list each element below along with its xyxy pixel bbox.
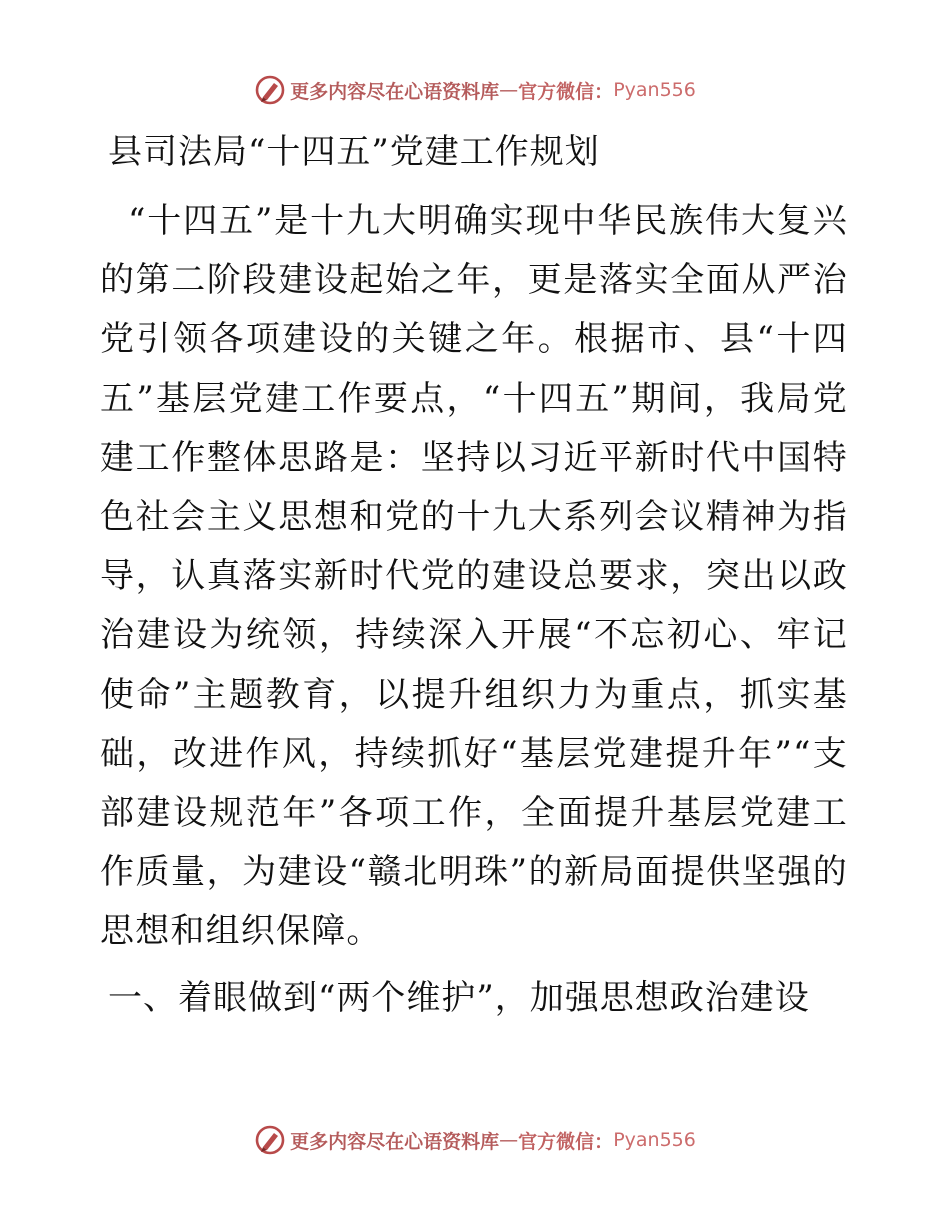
- document-title: 县司法局“十四五”党建工作规划: [108, 132, 600, 172]
- watermark-wechat-label: 官方微信：: [518, 80, 614, 103]
- watermark-main-text: 更多内容尽在心语资料库: [290, 80, 500, 103]
- footer-watermark: [0, 1124, 950, 1156]
- pen-logo-icon: [254, 1124, 286, 1156]
- watermark-main-text: 更多内容尽在心语资料库: [290, 1130, 500, 1153]
- header-watermark: [0, 74, 950, 106]
- section-heading-1: 一、着眼做到“两个维护”，加强思想政治建设: [108, 978, 810, 1018]
- watermark-dash: —: [499, 79, 519, 101]
- watermark-wechat-id: Pyan556: [613, 1129, 696, 1151]
- watermark-dash: —: [499, 1129, 519, 1151]
- intro-paragraph: “十四五”是十九大明确实现中华民族伟大复兴的第二阶段建设起始之年，更是落实全面从严治党引领各项建设的关键之年。根据市、县“十四五”基层党建工作要点，“十四五”期间，我局党建工作整体思路是：坚持以习近平新时代中国特色社会主义思想和党的十九大系列会议精神为指导，认真落实新时代党的建设总要求，突出以政治建设为统领，持续深入开展“不忘初心、牢记使命”主题教育，以提升组织力为重点，抓实基础，改进作风，持续抓好“基层党建提升年”“支部建设规范年”各项工作，全面提升基层党建工作质量，为建设“赣北明珠”的新局面提供坚强的思想和组织保障。: [100, 201, 848, 952]
- pen-logo-icon: [254, 74, 286, 106]
- watermark-wechat-id: Pyan556: [613, 79, 696, 101]
- watermark-wechat-label: 官方微信：: [518, 1130, 614, 1153]
